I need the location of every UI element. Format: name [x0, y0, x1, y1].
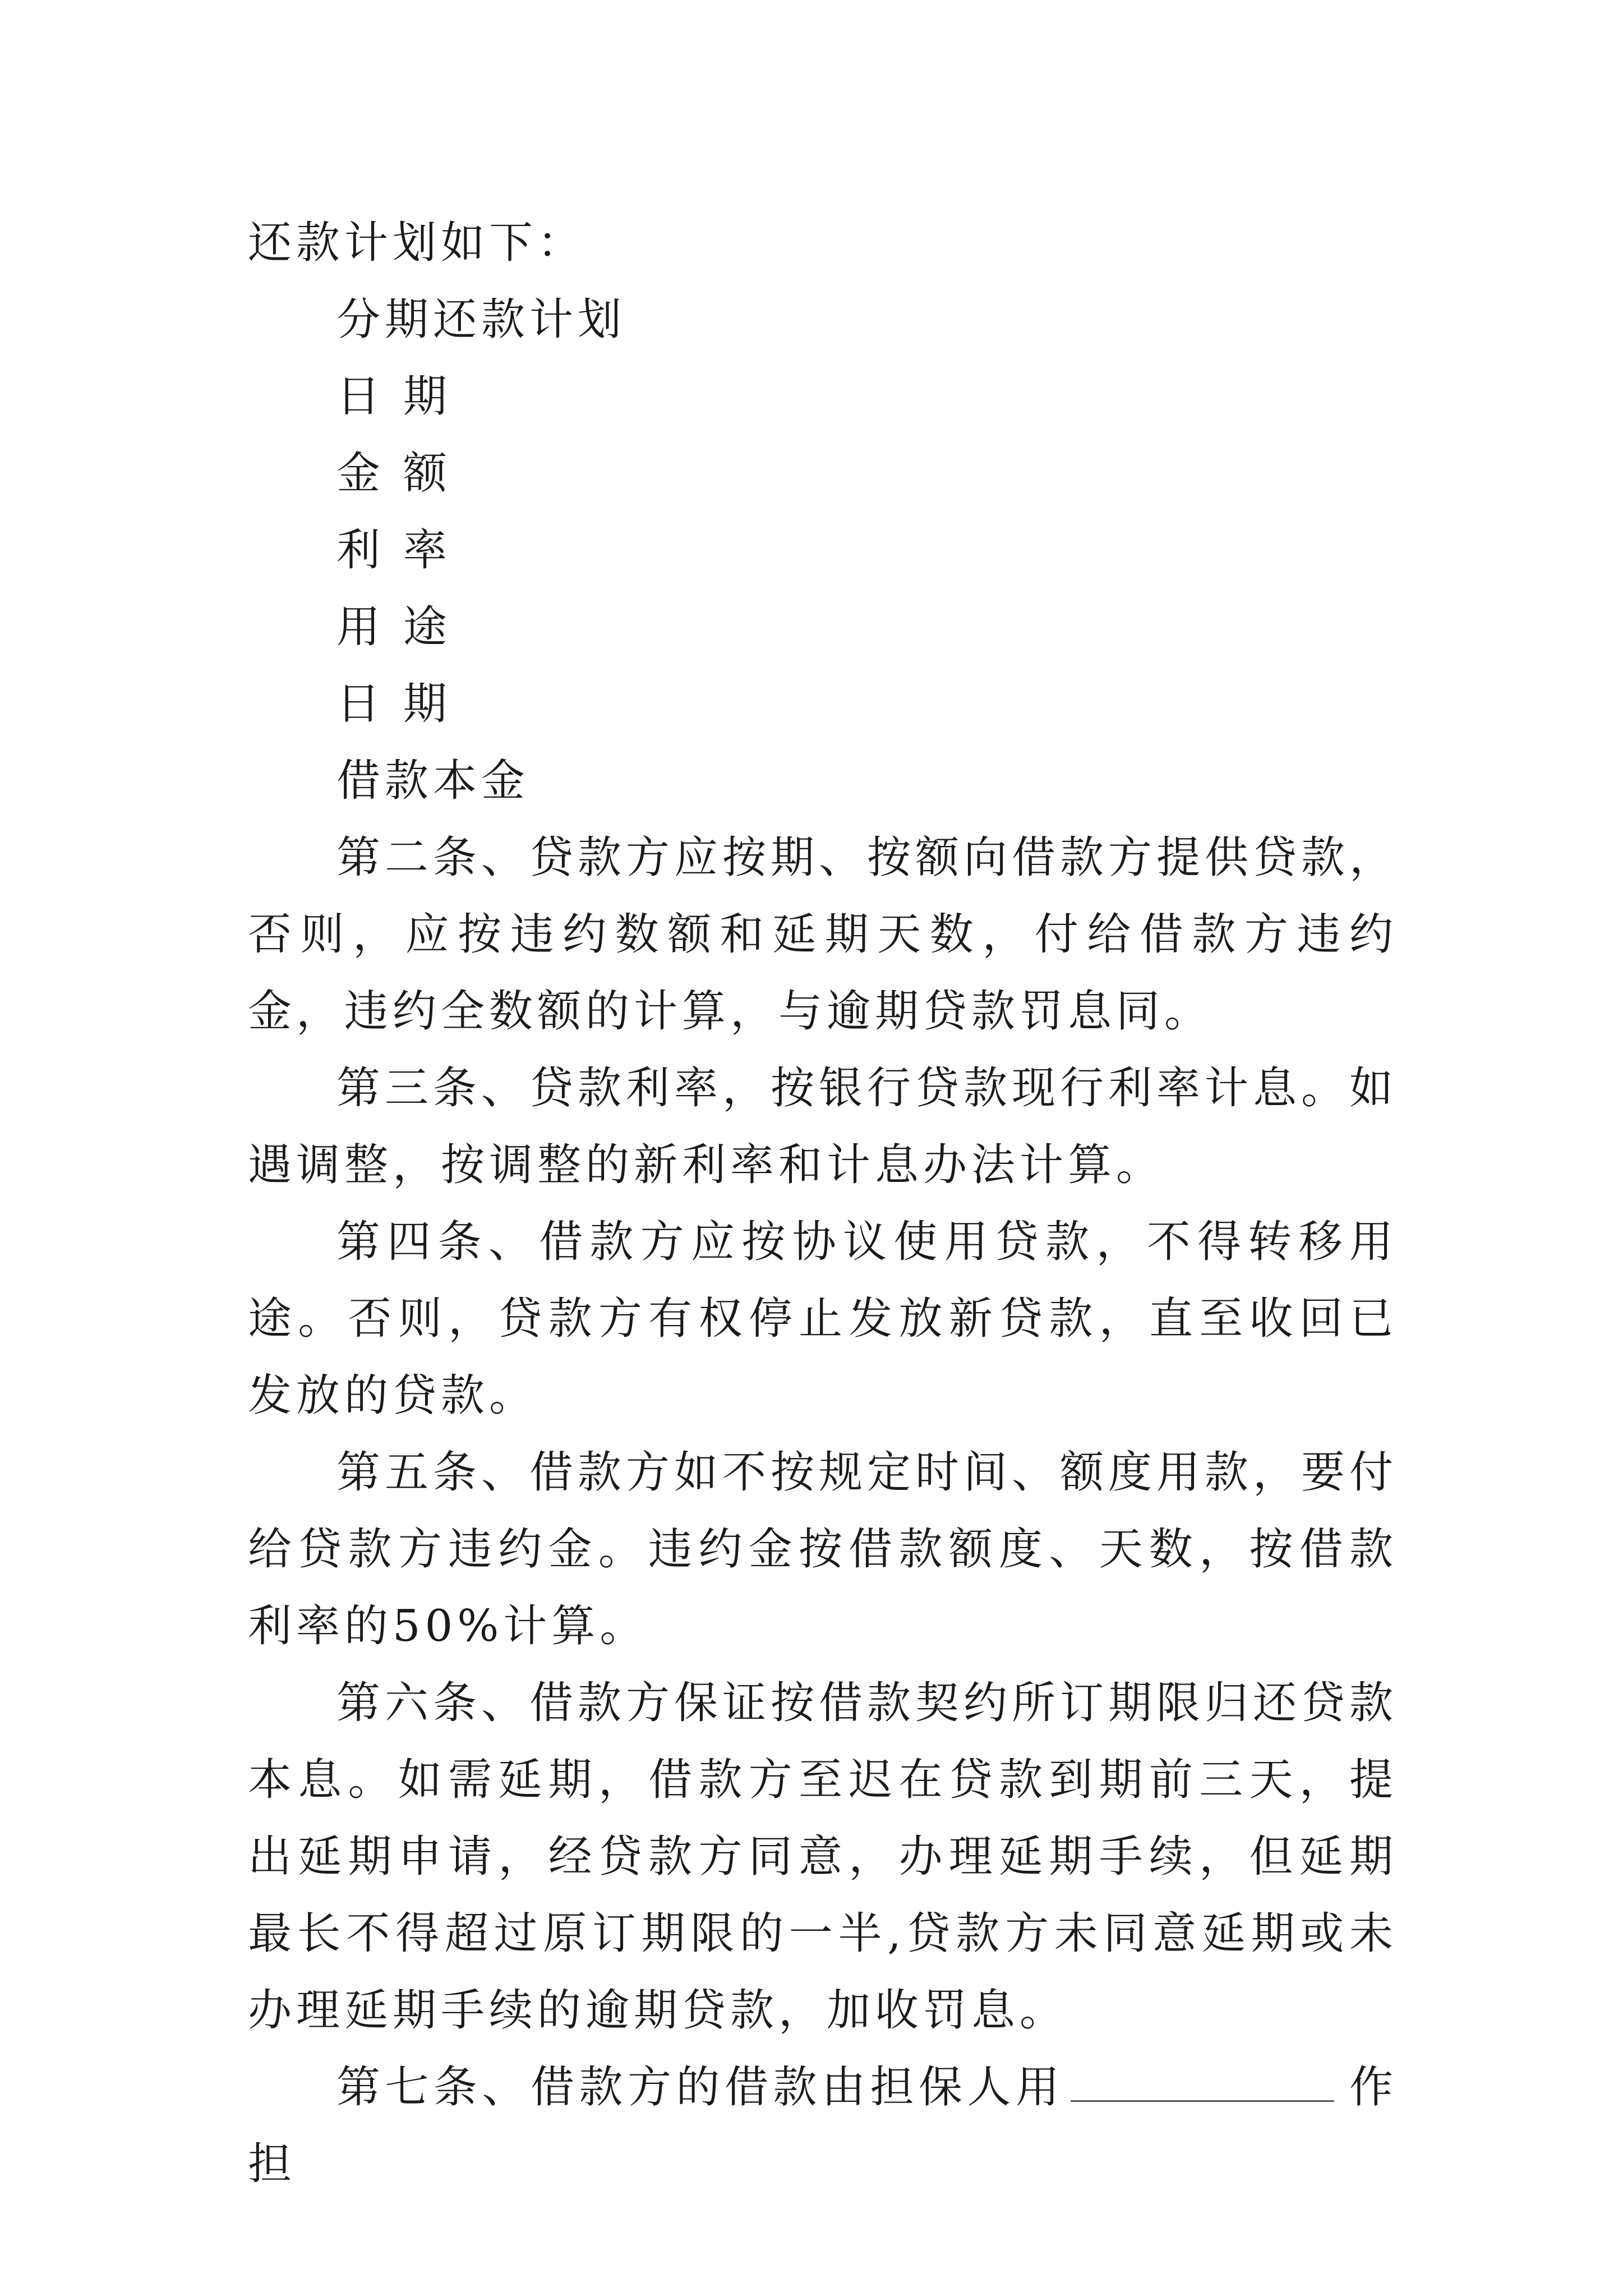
schedule-field-principal: 借款本金 — [336, 756, 530, 806]
schedule-field-amount: 金 额 — [336, 448, 451, 499]
schedule-title: 分期还款计划 — [336, 295, 626, 345]
schedule-field-purpose: 用 途 — [336, 602, 451, 652]
schedule-field-rate: 利 率 — [336, 525, 451, 576]
guarantee-blank-line — [1071, 2061, 1334, 2102]
schedule-field-date-2: 日 期 — [336, 679, 451, 729]
clause-4: 第四条、借款方应按协议使用贷款，不得转移用途。否则，贷款方有权停止发放新贷款，直至收回已发放的贷款。 — [248, 1217, 1398, 1421]
clause-3: 第三条、贷款利率，按银行贷款现行利率计息。如遇调整，按调整的新利率和计息办法计算。 — [248, 1063, 1398, 1190]
clause-6: 第六条、借款方保证按借款契约所订期限归还贷款本息。如需延期，借款方至迟在贷款到期前三天，提出延期申请，经贷款方同意，办理延期手续，但延期最长不得超过原订期限的一半,贷款方未同意延期或未办理延期手续的逾期贷款，加收罚息。 — [248, 1678, 1398, 2036]
document-page — [248, 205, 1398, 2203]
clause-5: 第五条、借款方如不按规定时间、额度用款，要付给贷款方违约金。违约金按借款额度、天数，按借款利率的50%计算。 — [248, 1447, 1398, 1651]
schedule-intro: 还款计划如下： — [248, 218, 586, 268]
clause-2: 第二条、贷款方应按期、按额向借款方提供贷款，否则，应按违约数额和延期天数，付给借款方违约金，违约全数额的计算，与逾期贷款罚息同。 — [248, 832, 1398, 1037]
clause-7-text-end: 作担 — [248, 2062, 1398, 2189]
clause-7-text-start: 第七条、借款方的借款由担保人用 — [336, 2062, 1064, 2113]
schedule-field-date: 日 期 — [336, 371, 451, 422]
clause-7 — [248, 2049, 1398, 2203]
